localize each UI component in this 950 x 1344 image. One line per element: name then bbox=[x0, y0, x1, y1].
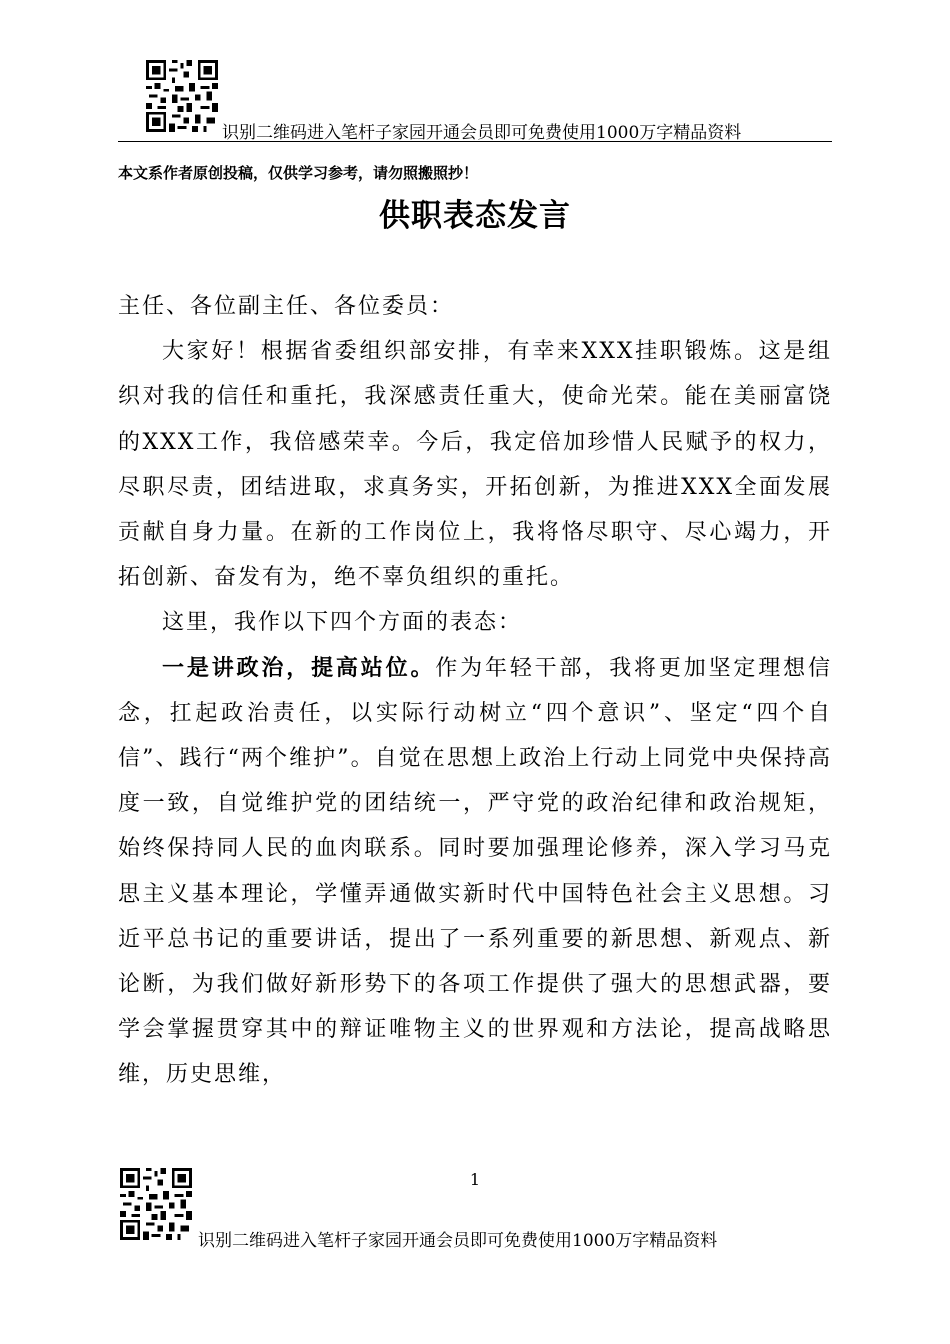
document-body bbox=[118, 284, 832, 1098]
paragraph-text: 作为年轻干部，我将更加坚定理想信念，扛起政治责任，以实际行动树立“四个意识”、坚定“四个自信”、践行“两个维护”。自觉在思想上政治上行动上同党中央保持高度一致，自觉维护党的团结统一，严守党的政治纪律和政治规矩，始终保持同人民的血肉联系。同时要加强理论修养，深入学习马克思主义基本理论，学懂弄通做实新时代中国特色社会主义思想。习近平总书记的重要讲话，提出了一系列重要的新思想、新观点、新论断，为我们做好新形势下的各项工作提供了强大的思想武器，要学会掌握贯穿其中的辩证唯物主义的世界观和方法论，提高战略思维，历史思维， bbox=[118, 655, 832, 1088]
paragraph bbox=[118, 329, 832, 600]
page-number: 1 bbox=[469, 1170, 481, 1189]
paragraph-text: 这里，我作以下四个方面的表态： bbox=[162, 610, 523, 636]
paragraph-text: 大家好！根据省委组织部安排，有幸来XXX挂职锻炼。这是组织对我的信任和重托，我深感责任重大，使命光荣。能在美丽富饶的XXX工作，我倍感荣幸。今后，我定倍加珍惜人民赋予的权力，尽职尽责，团结进取，求真务实，开拓创新，为推进XXX全面发展贡献自身力量。在新的工作岗位上，我将恪尽职守、尽心竭力，开拓创新、奋发有为，绝不辜负组织的重托。 bbox=[118, 339, 832, 591]
footer-promo-text: 识别二维码进入笔杆子家园开通会员即可免费使用1000万字精品资料 bbox=[198, 1231, 718, 1251]
paragraph-lead: 一是讲政治，提高站位。 bbox=[162, 655, 436, 681]
header-promo-text: 识别二维码进入笔杆子家园开通会员即可免费使用1000万字精品资料 bbox=[222, 123, 742, 143]
salutation: 主任、各位副主任、各位委员： bbox=[118, 294, 455, 319]
copyright-notice: 本文系作者原创投稿，仅供学习参考，请勿照搬照抄！ bbox=[118, 164, 479, 182]
header-divider bbox=[118, 141, 832, 142]
paragraph bbox=[118, 600, 832, 645]
qr-code-icon bbox=[120, 1168, 192, 1240]
page-title: 供职表态发言 bbox=[379, 198, 571, 234]
qr-code-icon bbox=[146, 60, 218, 132]
paragraph bbox=[118, 646, 832, 1098]
